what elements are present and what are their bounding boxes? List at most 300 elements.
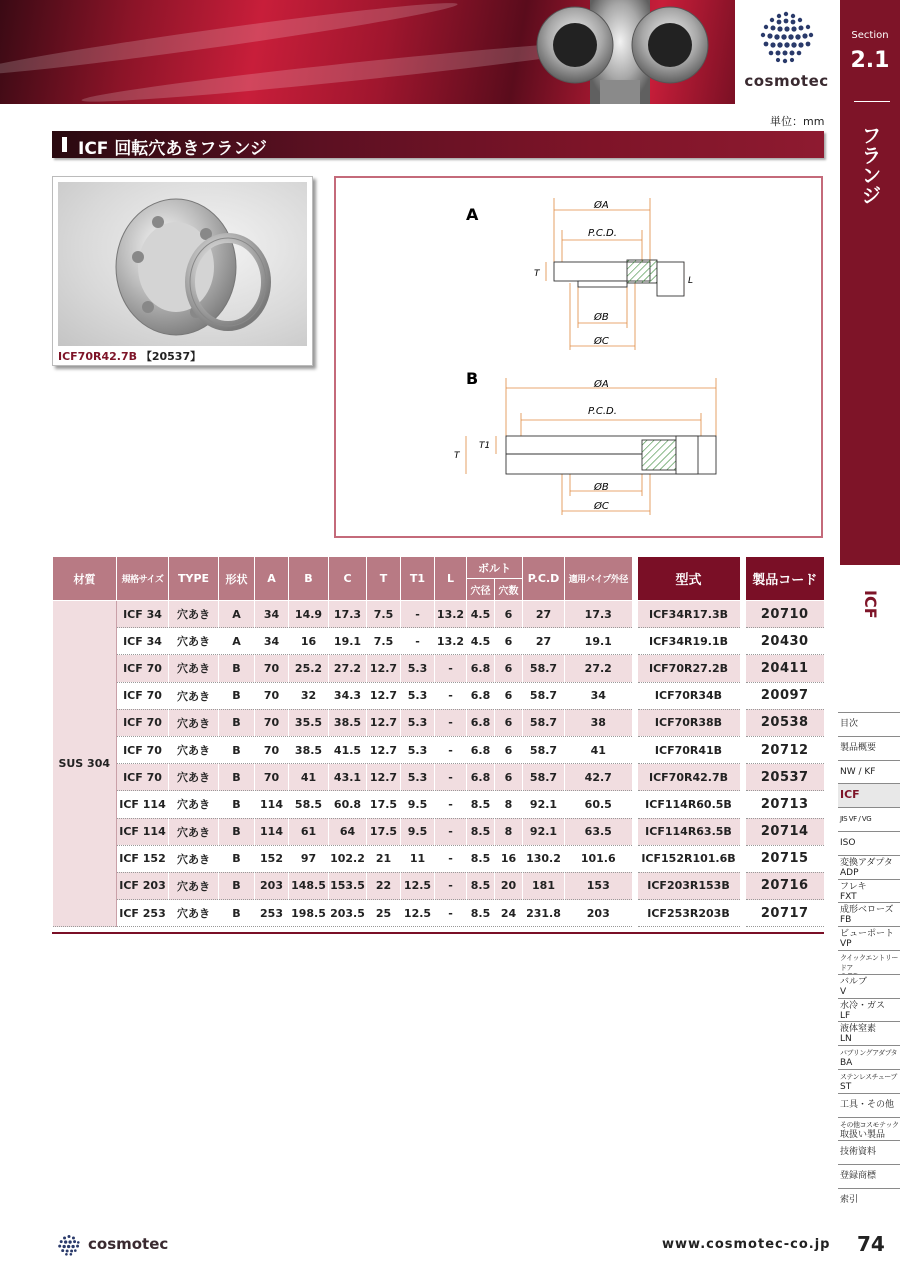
table-cell: 17.5 <box>367 791 401 818</box>
nav-item[interactable] <box>838 760 900 784</box>
table-cell: - <box>435 791 467 818</box>
table-cell: - <box>435 900 467 927</box>
page-number: 74 <box>857 1232 885 1256</box>
table-cell: 9.5 <box>401 791 435 818</box>
nav-item-label: バブリングアダプタ <box>840 1049 898 1058</box>
table-cell: 8 <box>495 818 523 845</box>
nav-item[interactable] <box>838 1140 900 1164</box>
table-cell: 60.8 <box>329 791 367 818</box>
table-cell: 203.5 <box>329 900 367 927</box>
table-cell: 101.6 <box>565 845 635 872</box>
table-cell: 153 <box>565 872 635 899</box>
table-cell: 5.3 <box>401 709 435 736</box>
product-code-cell: 20716 <box>743 872 825 899</box>
table-row <box>53 682 825 709</box>
table-cell: 6.8 <box>467 764 495 791</box>
table-cell: 42.7 <box>565 764 635 791</box>
nav-item-label: 工具・その他 <box>840 1099 895 1110</box>
table-cell: 41 <box>289 764 329 791</box>
table-cell: 203 <box>255 872 289 899</box>
table-cell: 60.5 <box>565 791 635 818</box>
col-t1: T1 <box>401 557 435 601</box>
table-row <box>53 655 825 682</box>
nav-item-label: ISO <box>840 837 856 848</box>
table-cell: 8.5 <box>467 872 495 899</box>
table-cell: 12.7 <box>367 655 401 682</box>
col-pcd: P.C.D <box>523 557 565 601</box>
table-cell: 152 <box>255 845 289 872</box>
nav-item-sub: LF <box>840 1010 851 1021</box>
nav-item-label: 変換アダプタ <box>840 857 893 868</box>
col-pipe: 適用パイプ外径 <box>565 557 635 601</box>
nav-item[interactable] <box>838 902 900 926</box>
nav-item-sub: 取扱い製品 <box>840 1129 886 1140</box>
table-cell: 穴あき <box>169 682 219 709</box>
diagram-a-dim-t: T <box>534 269 540 279</box>
table-cell: 5.3 <box>401 655 435 682</box>
col-count: 穴数 <box>495 579 523 601</box>
table-cell: ICF 70 <box>117 736 169 763</box>
table-cell: 穴あき <box>169 628 219 655</box>
product-code-cell: 20717 <box>743 900 825 927</box>
brand-logo <box>735 0 838 104</box>
table-cell: 14.9 <box>289 601 329 628</box>
page-title: ICF 回転穴あきフランジ <box>78 139 267 159</box>
col-model: 型式 <box>635 557 743 601</box>
nav-item[interactable] <box>838 783 900 807</box>
col-a: A <box>255 557 289 601</box>
table-cell: 6.8 <box>467 655 495 682</box>
table-cell: ICF 70 <box>117 764 169 791</box>
table-row <box>53 791 825 818</box>
model-cell: ICF152R101.6B <box>635 845 743 872</box>
table-cell: B <box>219 682 255 709</box>
table-cell: ICF 203 <box>117 872 169 899</box>
nav-item-label: 液体窒素 <box>840 1024 877 1035</box>
table-cell: 27 <box>523 601 565 628</box>
table-cell: B <box>219 845 255 872</box>
section-label: Section <box>851 30 889 41</box>
table-cell: 穴あき <box>169 900 219 927</box>
table-cell: 41.5 <box>329 736 367 763</box>
table-row <box>53 628 825 655</box>
table-cell: 5.3 <box>401 682 435 709</box>
nav-item-label: 目次 <box>840 719 859 729</box>
table-cell: 4.5 <box>467 601 495 628</box>
product-code-cell: 20715 <box>743 845 825 872</box>
model-cell: ICF114R63.5B <box>635 818 743 845</box>
nav-item[interactable] <box>838 950 900 974</box>
table-cell: B <box>219 791 255 818</box>
model-cell: ICF203R153B <box>635 872 743 899</box>
nav-item[interactable] <box>838 712 900 736</box>
table-cell: 6 <box>495 709 523 736</box>
table-cell: 19.1 <box>565 628 635 655</box>
table-cell: 4.5 <box>467 628 495 655</box>
table-row <box>53 601 825 628</box>
nav-item[interactable] <box>838 1069 900 1093</box>
table-cell: B <box>219 818 255 845</box>
table-cell: 6 <box>495 736 523 763</box>
diagram-b-label: B <box>466 369 479 388</box>
table-cell: 32 <box>289 682 329 709</box>
table-cell: 17.5 <box>367 818 401 845</box>
col-l: L <box>435 557 467 601</box>
table-cell: 24 <box>495 900 523 927</box>
table-cell: 19.1 <box>329 628 367 655</box>
diagram-a-label: A <box>466 205 479 224</box>
nav-item-label: バルブ <box>840 976 868 987</box>
table-cell: ICF 114 <box>117 791 169 818</box>
table-cell: ICF 34 <box>117 601 169 628</box>
table-cell: ICF 114 <box>117 818 169 845</box>
table-cell: ICF 152 <box>117 845 169 872</box>
nav-item-label: ICF <box>840 788 860 802</box>
nav-item[interactable] <box>838 1117 900 1141</box>
col-c: C <box>329 557 367 601</box>
col-t: T <box>367 557 401 601</box>
table-cell: 20 <box>495 872 523 899</box>
table-cell: 41 <box>565 736 635 763</box>
product-code-cell: 20713 <box>743 791 825 818</box>
col-material: 材質 <box>53 557 117 601</box>
table-cell: 70 <box>255 655 289 682</box>
table-cell: ICF 70 <box>117 709 169 736</box>
nav-item-sub: FXT <box>840 891 857 902</box>
table-cell: 12.7 <box>367 764 401 791</box>
table-cell: 27.2 <box>329 655 367 682</box>
table-row <box>53 709 825 736</box>
table-cell: 16 <box>495 845 523 872</box>
nav-item[interactable] <box>838 1188 900 1212</box>
table-cell: 5.3 <box>401 764 435 791</box>
table-row <box>53 818 825 845</box>
section-number: 2.1 <box>850 48 890 73</box>
table-bottom-rule <box>52 932 824 934</box>
spec-table <box>52 556 825 927</box>
table-cell: 34 <box>255 628 289 655</box>
table-cell: 13.2 <box>435 628 467 655</box>
page-title-bar <box>52 131 824 158</box>
table-cell: 114 <box>255 791 289 818</box>
table-cell: 114 <box>255 818 289 845</box>
section-category: フランジ <box>858 125 882 205</box>
diagram-b-dim-c: ØC <box>594 501 609 512</box>
nav-item[interactable] <box>838 807 900 831</box>
table-cell: ICF 253 <box>117 900 169 927</box>
model-cell: ICF253R203B <box>635 900 743 927</box>
table-cell: 35.5 <box>289 709 329 736</box>
table-cell: 8.5 <box>467 791 495 818</box>
table-cell: 38.5 <box>289 736 329 763</box>
table-cell: 61 <box>289 818 329 845</box>
table-cell: - <box>435 682 467 709</box>
nav-item-label: 製品概要 <box>840 742 877 753</box>
nav-item-label: JIS VF / VG <box>840 815 872 824</box>
col-code: 製品コード <box>743 557 825 601</box>
table-cell: 34 <box>565 682 635 709</box>
table-cell: 5.3 <box>401 736 435 763</box>
table-row <box>53 872 825 899</box>
table-cell: 12.5 <box>401 900 435 927</box>
table-cell: 7.5 <box>367 628 401 655</box>
side-index-nav <box>838 712 900 1212</box>
flange-photo <box>58 182 307 346</box>
nav-item[interactable] <box>838 998 900 1022</box>
table-cell: B <box>219 872 255 899</box>
model-cell: ICF70R38B <box>635 709 743 736</box>
table-cell: 70 <box>255 764 289 791</box>
table-cell: 12.7 <box>367 736 401 763</box>
diagram-a-dim-a: ØA <box>594 200 609 211</box>
table-cell: 11 <box>401 845 435 872</box>
nav-item[interactable] <box>838 855 900 879</box>
diagram-b-dim-b: ØB <box>594 482 609 493</box>
table-cell: 43.1 <box>329 764 367 791</box>
model-cell: ICF70R34B <box>635 682 743 709</box>
nav-item-sub: ST <box>840 1081 852 1092</box>
col-shape: 形状 <box>219 557 255 601</box>
nav-item-label: 成形ベローズ <box>840 905 894 916</box>
table-cell: ICF 70 <box>117 682 169 709</box>
col-size: 規格サイズ <box>117 557 169 601</box>
table-cell: 25 <box>367 900 401 927</box>
table-cell: 8.5 <box>467 818 495 845</box>
table-cell: - <box>435 818 467 845</box>
col-b: B <box>289 557 329 601</box>
model-cell: ICF70R41B <box>635 736 743 763</box>
table-row <box>53 736 825 763</box>
nav-item-label: フレキ <box>840 881 867 892</box>
nav-item-label: ステンレスチューブ <box>840 1072 897 1081</box>
table-cell: 231.8 <box>523 900 565 927</box>
table-cell: 34.3 <box>329 682 367 709</box>
table-cell: A <box>219 628 255 655</box>
table-cell: - <box>401 628 435 655</box>
table-cell: 58.7 <box>523 682 565 709</box>
section-tab <box>840 0 900 565</box>
table-cell: 38.5 <box>329 709 367 736</box>
photo-caption-model: ICF70R42.7B <box>58 350 137 363</box>
table-cell: 148.5 <box>289 872 329 899</box>
table-cell: - <box>435 872 467 899</box>
table-cell: 穴あき <box>169 845 219 872</box>
nav-item[interactable] <box>838 736 900 760</box>
nav-item[interactable] <box>838 974 900 998</box>
table-row <box>53 900 825 927</box>
table-cell: 70 <box>255 736 289 763</box>
diagram-a-dim-c: ØC <box>594 336 609 347</box>
footer-brand-name: cosmotec <box>88 1235 169 1253</box>
table-cell: 58.5 <box>289 791 329 818</box>
col-bolt: ボルト <box>467 557 523 579</box>
table-cell: 58.7 <box>523 709 565 736</box>
table-cell: 穴あき <box>169 764 219 791</box>
nav-item-label: 索引 <box>840 1194 859 1205</box>
nav-item[interactable] <box>838 926 900 950</box>
table-cell: - <box>435 709 467 736</box>
table-cell: 8.5 <box>467 845 495 872</box>
vacuum-chamber-illustration <box>520 0 720 104</box>
cosmotec-logo-icon <box>751 10 821 68</box>
table-cell: 92.1 <box>523 818 565 845</box>
product-photo <box>52 176 313 366</box>
table-cell: 97 <box>289 845 329 872</box>
table-cell: 6.8 <box>467 736 495 763</box>
table-cell: 6 <box>495 601 523 628</box>
table-cell: 12.7 <box>367 682 401 709</box>
col-type: TYPE <box>169 557 219 601</box>
nav-item-label: 水冷・ガス <box>840 1000 886 1011</box>
table-cell: B <box>219 900 255 927</box>
brand-name: cosmotec <box>744 72 829 90</box>
diagram-b-dim-t: T <box>454 451 460 461</box>
header-banner <box>0 0 735 104</box>
model-cell: ICF34R19.1B <box>635 628 743 655</box>
table-cell: 6 <box>495 655 523 682</box>
table-cell: 153.5 <box>329 872 367 899</box>
diagram-a-dim-l: L <box>688 276 694 286</box>
table-row <box>53 764 825 791</box>
material-cell: SUS 304 <box>53 601 117 927</box>
product-code-cell: 20714 <box>743 818 825 845</box>
table-cell: - <box>401 601 435 628</box>
nav-item-sub: FB <box>840 915 852 926</box>
product-code-cell: 20710 <box>743 601 825 628</box>
table-cell: 9.5 <box>401 818 435 845</box>
table-cell: - <box>435 845 467 872</box>
table-cell: ICF 34 <box>117 628 169 655</box>
nav-item-sub: ADP <box>840 867 859 878</box>
table-cell: 6 <box>495 628 523 655</box>
product-code-cell: 20097 <box>743 682 825 709</box>
table-cell: B <box>219 655 255 682</box>
table-cell: 穴あき <box>169 736 219 763</box>
table-cell: - <box>435 736 467 763</box>
col-hole: 穴径 <box>467 579 495 601</box>
table-cell: ICF 70 <box>117 655 169 682</box>
model-cell: ICF70R42.7B <box>635 764 743 791</box>
table-cell: 198.5 <box>289 900 329 927</box>
table-cell: 穴あき <box>169 709 219 736</box>
table-cell: 58.7 <box>523 655 565 682</box>
dimension-drawing <box>336 178 821 536</box>
table-cell: 穴あき <box>169 601 219 628</box>
photo-caption <box>58 348 201 364</box>
table-cell: 70 <box>255 682 289 709</box>
diagram-b-dim-pcd: P.C.D. <box>588 406 617 417</box>
table-cell: - <box>435 764 467 791</box>
table-cell: 13.2 <box>435 601 467 628</box>
table-cell: 27 <box>523 628 565 655</box>
table-cell: 16 <box>289 628 329 655</box>
section-divider <box>854 101 890 102</box>
table-cell: 58.7 <box>523 764 565 791</box>
table-cell: 64 <box>329 818 367 845</box>
nav-item[interactable] <box>838 1093 900 1117</box>
nav-item[interactable] <box>838 1021 900 1045</box>
table-cell: 130.2 <box>523 845 565 872</box>
footer-logo-icon <box>56 1234 82 1256</box>
table-cell: 102.2 <box>329 845 367 872</box>
nav-item-label: クイックエントリードア <box>840 953 898 972</box>
table-cell: 21 <box>367 845 401 872</box>
table-cell: 17.3 <box>329 601 367 628</box>
table-cell: 38 <box>565 709 635 736</box>
table-cell: 27.2 <box>565 655 635 682</box>
table-cell: B <box>219 764 255 791</box>
nav-item-label: 技術資料 <box>840 1147 877 1158</box>
table-cell: 17.3 <box>565 601 635 628</box>
dimension-diagram <box>334 176 823 538</box>
nav-item[interactable] <box>838 879 900 903</box>
table-cell: 181 <box>523 872 565 899</box>
table-cell: - <box>435 655 467 682</box>
diagram-a-dim-pcd: P.C.D. <box>588 228 617 239</box>
table-cell: 穴あき <box>169 872 219 899</box>
table-cell: 6.8 <box>467 709 495 736</box>
footer-url[interactable]: www.cosmotec-co.jp <box>662 1237 831 1252</box>
table-cell: 92.1 <box>523 791 565 818</box>
product-code-cell: 20411 <box>743 655 825 682</box>
nav-item[interactable] <box>838 1045 900 1069</box>
table-cell: 穴あき <box>169 791 219 818</box>
product-code-cell: 20538 <box>743 709 825 736</box>
nav-item-sub: V <box>840 986 847 997</box>
table-cell: 12.5 <box>401 872 435 899</box>
product-code-cell: 20712 <box>743 736 825 763</box>
table-cell: 6.8 <box>467 682 495 709</box>
flange-image <box>58 182 307 346</box>
table-cell: 203 <box>565 900 635 927</box>
table-cell: 253 <box>255 900 289 927</box>
diagram-a-dim-b: ØB <box>594 312 609 323</box>
nav-item-sub: BA <box>840 1058 853 1069</box>
table-cell: 8 <box>495 791 523 818</box>
model-cell: ICF70R27.2B <box>635 655 743 682</box>
photo-caption-code: 【20537】 <box>140 350 202 363</box>
diagram-b-dim-t1: T1 <box>479 441 491 451</box>
unit-note: 単位：mm <box>770 115 825 128</box>
nav-item-label: NW / KF <box>840 766 876 777</box>
table-cell: 70 <box>255 709 289 736</box>
section-sub: ICF <box>861 590 880 619</box>
table-cell: 8.5 <box>467 900 495 927</box>
nav-item-label: その他コスモテック <box>840 1120 899 1129</box>
table-cell: 穴あき <box>169 655 219 682</box>
table-cell: 63.5 <box>565 818 635 845</box>
table-cell: 58.7 <box>523 736 565 763</box>
table-cell: 6 <box>495 682 523 709</box>
table-cell: 6 <box>495 764 523 791</box>
table-cell: 25.2 <box>289 655 329 682</box>
table-cell: 7.5 <box>367 601 401 628</box>
nav-item-label: ビューポート <box>840 929 895 940</box>
table-cell: 穴あき <box>169 818 219 845</box>
nav-item[interactable] <box>838 831 900 855</box>
table-cell: 34 <box>255 601 289 628</box>
model-cell: ICF34R17.3B <box>635 601 743 628</box>
product-code-cell: 20537 <box>743 764 825 791</box>
nav-item[interactable] <box>838 1164 900 1188</box>
nav-item-sub: LN <box>840 1034 852 1045</box>
diagram-b-dim-a: ØA <box>594 379 609 390</box>
footer-logo <box>56 1234 169 1260</box>
nav-item-label: 登録商標 <box>840 1171 877 1182</box>
nav-item-sub: VP <box>840 939 852 950</box>
table-cell: B <box>219 709 255 736</box>
table-row <box>53 845 825 872</box>
